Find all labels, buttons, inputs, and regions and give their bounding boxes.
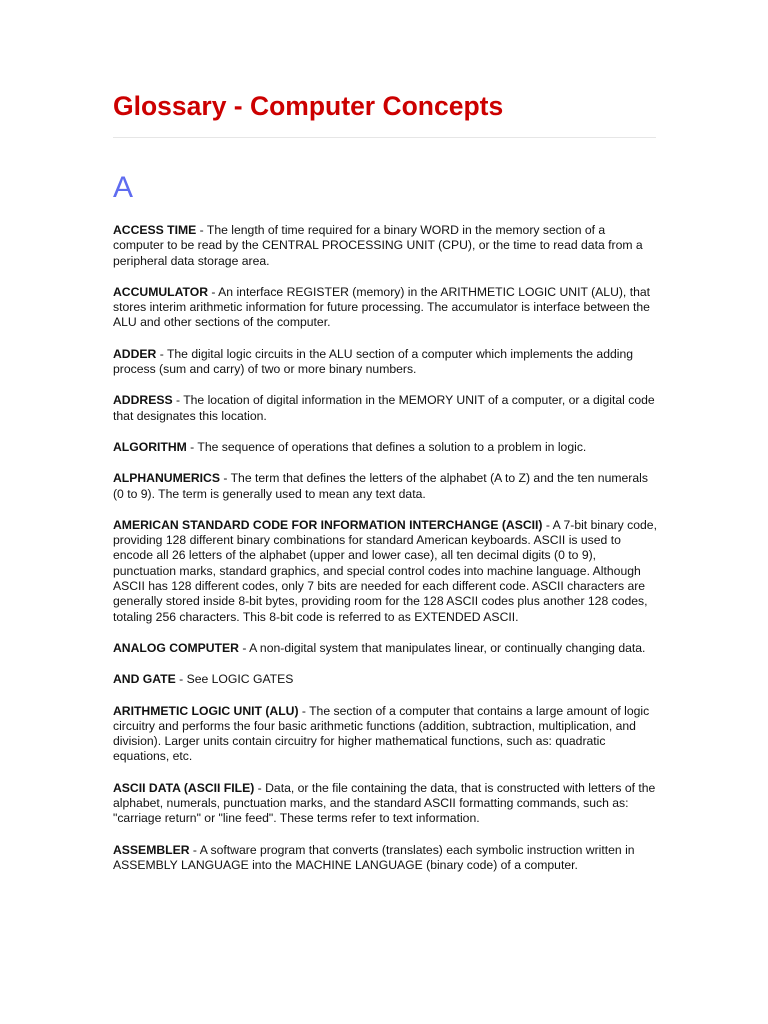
glossary-definition: - A non-digital system that manipulates linear, or continually changing data. [238, 640, 646, 655]
glossary-definition: - The section of a computer that contains a large amount of logic circuitry and performs the four basic arithmetic functions (addition, subtraction, multiplication, and division). Larger units contain circuitry for higher mathematical functions, such as: quadratic equations, etc. [113, 703, 650, 764]
glossary-entry [113, 393, 658, 424]
glossary-term: ALGORITHM [113, 439, 187, 454]
glossary-entry [113, 641, 658, 656]
glossary-entry [113, 285, 658, 331]
glossary-entry [113, 672, 658, 687]
glossary-term: ASCII DATA (ASCII FILE) [113, 780, 255, 795]
glossary-term: AMERICAN STANDARD CODE FOR INFORMATION INTERCHANGE (ASCII) [113, 517, 543, 532]
glossary-entry [113, 440, 658, 455]
glossary-term: ACCUMULATOR [113, 284, 209, 299]
glossary-term: ADDER [113, 346, 157, 361]
glossary-entry [113, 704, 658, 765]
glossary-definition: - See LOGIC GATES [175, 672, 294, 687]
glossary-definition: - The length of time required for a binary WORD in the memory section of a computer to be read by the CENTRAL PROCESSING UNIT (CPU), or the time to read data from a peripheral data storage area. [113, 223, 643, 268]
glossary-definition: - A software program that converts (translates) each symbolic instruction written in ASSEMBLY LANGUAGE into the MACHINE LANGUAGE (binary code) of a computer. [113, 842, 635, 872]
glossary-entry [113, 347, 658, 378]
glossary-entry [113, 518, 658, 625]
section-heading-a: A [113, 171, 134, 204]
glossary-term: ACCESS TIME [113, 223, 197, 237]
page-title: Glossary - Computer Concepts [113, 91, 504, 121]
glossary-term: AND GATE [113, 672, 176, 687]
glossary-term: ASSEMBLER [113, 842, 190, 857]
glossary-entry [113, 471, 658, 502]
glossary-term: ARITHMETIC LOGIC UNIT (ALU) [113, 703, 299, 718]
glossary-definition: - Data, or the file containing the data, that is constructed with letters of the alphabet, numerals, punctuation marks, and the standard ASCII formatting commands, such as: "carriage return" or "line feed". These terms refer to text information. [113, 780, 656, 826]
title-divider [113, 137, 656, 138]
glossary-entry [113, 843, 658, 874]
glossary-entry [113, 223, 658, 269]
glossary-definition: - A 7-bit binary code, providing 128 different binary combinations for standard American keyboards. ASCII is used to encode all 26 letters of the alphabet (upper and lower case), all ten decimal digits (0 to 9), punctuation marks, standard graphics, and special control codes into machine language. Although ASCII has 128 different codes, only 7 bits are needed for each different code. ASCII characters are generally stored inside 8-bit bytes, providing room for the 128 ASCII codes plus another 128 codes, totaling 256 characters. This 8-bit code is referred to as EXTENDED ASCII. [113, 517, 657, 624]
glossary-term: ADDRESS [113, 393, 173, 408]
glossary-entry [113, 781, 658, 827]
glossary-definition: - An interface REGISTER (memory) in the ARITHMETIC LOGIC UNIT (ALU), that stores interim arithmetic information for future processing. The accumulator is interface between the ALU and other sections of the computer. [113, 284, 651, 330]
glossary-entry-list [113, 223, 658, 889]
glossary-definition: - The sequence of operations that defines a solution to a problem in logic. [186, 439, 587, 454]
glossary-term: ALPHANUMERICS [113, 471, 220, 486]
glossary-definition: - The location of digital information in the MEMORY UNIT of a computer, or a digital code that designates this location. [113, 393, 655, 423]
glossary-definition: - The term that defines the letters of the alphabet (A to Z) and the ten numerals (0 to 9). The term is generally used to mean any text data. [113, 471, 648, 501]
glossary-definition: - The digital logic circuits in the ALU section of a computer which implements the adding process (sum and carry) of two or more binary numbers. [113, 346, 634, 377]
glossary-term: ANALOG COMPUTER [113, 640, 239, 655]
